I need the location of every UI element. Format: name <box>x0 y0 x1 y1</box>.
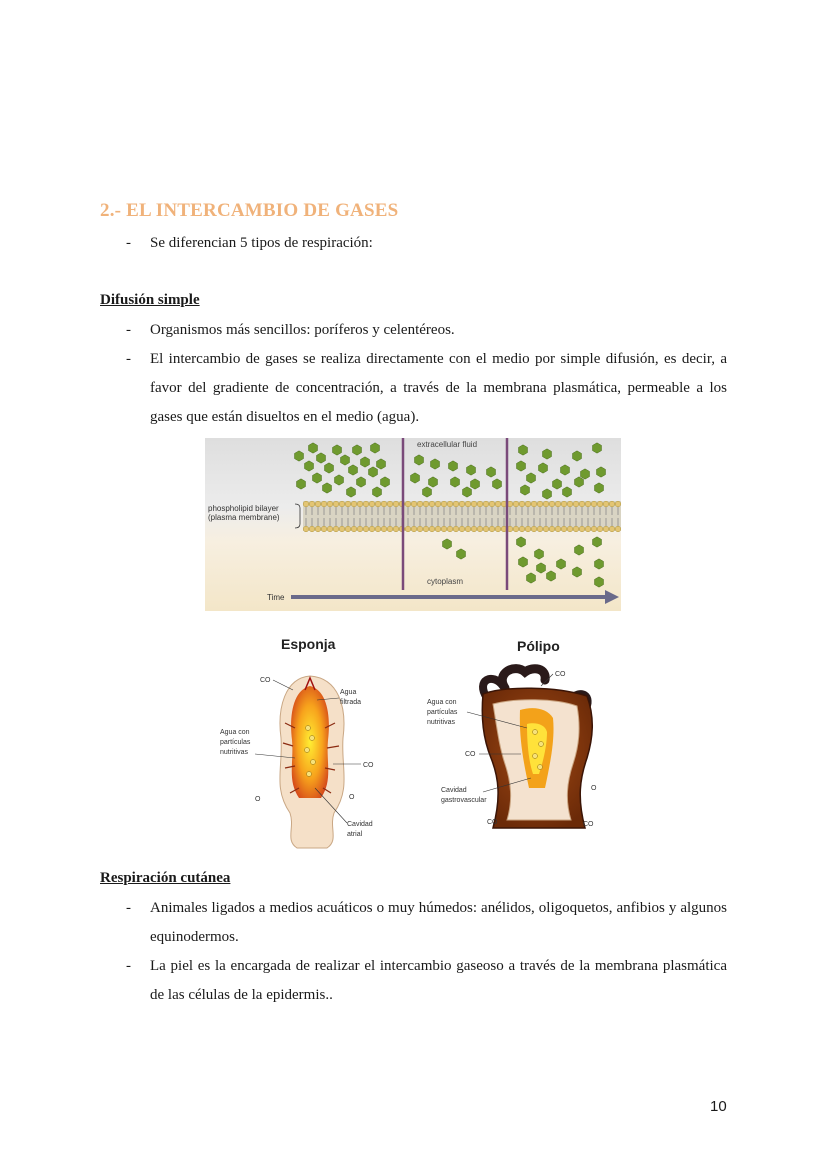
gas-molecule <box>573 451 582 461</box>
sponge-cavity-2: atrial <box>347 831 363 838</box>
gas-molecule <box>581 469 590 479</box>
polyp-water-particles-3: nutritivas <box>427 719 456 726</box>
gas-molecule <box>543 449 552 459</box>
gas-molecule <box>575 477 584 487</box>
gas-molecule <box>521 485 530 495</box>
sponge-o2-right: O <box>349 794 355 801</box>
sponge-water-particles-3: nutritivas <box>220 749 249 756</box>
gas-molecule <box>595 559 604 569</box>
gas-molecule <box>357 477 366 487</box>
bullet-dash: - <box>126 900 131 916</box>
polyp-title: Pólipo <box>517 638 560 654</box>
membrane-bilayer <box>303 501 621 532</box>
sponge-title: Esponja <box>281 636 336 652</box>
gas-molecule <box>347 487 356 497</box>
gas-molecule <box>539 463 548 473</box>
gas-molecule <box>575 545 584 555</box>
diffusion-diagram <box>205 438 621 611</box>
gas-molecule <box>333 445 342 455</box>
organisms-figure <box>215 628 615 860</box>
gas-molecule <box>309 443 318 453</box>
gas-molecule <box>411 473 420 483</box>
polyp-water-particles-2: partículas <box>427 709 458 716</box>
gas-molecule <box>517 537 526 547</box>
gas-molecule <box>537 563 546 573</box>
gas-molecule <box>361 457 370 467</box>
gas-molecule <box>553 479 562 489</box>
gas-molecule <box>415 455 424 465</box>
gas-molecule <box>377 459 386 469</box>
sponge-water-filtered-2: filtrada <box>340 699 362 706</box>
time-label: Time <box>267 593 285 602</box>
polyp-water-particles-1: Agua con <box>427 699 457 706</box>
polyp-cavity-2: gastrovascular <box>441 797 487 804</box>
cytoplasm-label: cytoplasm <box>427 577 464 586</box>
cutanea-heading: Respiración cutánea <box>100 870 231 886</box>
gas-molecule <box>595 577 604 587</box>
gas-molecule <box>305 461 314 471</box>
gas-molecule <box>543 489 552 499</box>
gas-molecule <box>463 487 472 497</box>
gas-molecule <box>431 459 440 469</box>
gas-molecule <box>557 559 566 569</box>
gas-molecule <box>457 549 466 559</box>
extracellular-label: extracellular fluid <box>417 440 478 449</box>
gas-molecule <box>467 465 476 475</box>
polyp-o2-right: O <box>591 785 597 792</box>
difusion-bullet-1: Organismos más sencillos: poríferos y celentéreos. <box>150 322 455 338</box>
bullet-dash: - <box>126 351 131 367</box>
polyp-co2-bottom-left: CO <box>487 819 498 826</box>
sponge-cavity-1: Cavidad <box>347 821 373 828</box>
gas-molecule <box>547 571 556 581</box>
gas-molecule <box>341 455 350 465</box>
difusion-bullet-2: El intercambio de gases se realiza directamente con el medio por simple difusión, es decir, a favor del gradiente de concentración, a través de la membrana plasmática, permeable a los gases que están disueltos en el medio (agua). <box>150 351 727 425</box>
bullet-dash: - <box>126 958 131 974</box>
gas-molecule <box>429 477 438 487</box>
gas-molecule <box>519 445 528 455</box>
section-title: 2.- EL INTERCAMBIO DE GASES <box>100 200 399 221</box>
sponge-co2-right: CO <box>363 762 374 769</box>
gas-molecule <box>535 549 544 559</box>
gas-molecule <box>527 473 536 483</box>
gas-molecule <box>563 487 572 497</box>
gas-molecule <box>335 475 344 485</box>
gas-molecule <box>325 463 334 473</box>
gas-molecule <box>527 573 536 583</box>
gas-molecule <box>449 461 458 471</box>
sponge-o2-left: O <box>255 796 261 803</box>
polyp-cavity-1: Cavidad <box>441 787 467 794</box>
gas-molecule <box>353 445 362 455</box>
cutanea-bullet-1: Animales ligados a medios acuáticos o muy húmedos: anélidos, oligoquetos, anfibios y algunos equinodermos. <box>150 900 727 945</box>
gas-molecule <box>323 483 332 493</box>
gas-molecule <box>373 487 382 497</box>
cutanea-bullet-2: La piel es la encargada de realizar el intercambio gaseoso a través de la membrana plasmática de las células de la epidermis.. <box>150 958 727 1003</box>
bullet-dash: - <box>126 235 131 251</box>
gas-molecule <box>443 539 452 549</box>
gas-molecule <box>517 461 526 471</box>
gas-molecule <box>595 483 604 493</box>
polyp-co2-top: CO <box>555 671 566 678</box>
membrane-label-1: phospholipid bilayer <box>208 504 279 513</box>
sponge-illustration <box>220 636 374 848</box>
gas-molecule <box>369 467 378 477</box>
bullet-dash: - <box>126 322 131 338</box>
gas-molecule <box>451 477 460 487</box>
difusion-heading: Difusión simple <box>100 292 200 308</box>
page-number: 10 <box>710 1098 727 1115</box>
gas-molecule <box>349 465 358 475</box>
gas-molecule <box>519 557 528 567</box>
sponge-co2-top: CO <box>260 677 271 684</box>
sponge-water-filtered-1: Agua <box>340 689 357 696</box>
polyp-co2-bottom-right: CO <box>583 821 594 828</box>
gas-molecule <box>471 479 480 489</box>
gas-molecule <box>561 465 570 475</box>
gas-molecule <box>593 537 602 547</box>
gas-molecule <box>381 477 390 487</box>
gas-molecule <box>487 467 496 477</box>
gas-molecule <box>597 467 606 477</box>
gas-molecule <box>295 451 304 461</box>
polyp-co2-left: CO <box>465 751 476 758</box>
intro-bullet-text: Se diferencian 5 tipos de respiración: <box>150 235 373 251</box>
gas-molecule <box>493 479 502 489</box>
gas-molecule <box>423 487 432 497</box>
gas-molecule <box>313 473 322 483</box>
gas-molecule <box>317 453 326 463</box>
sponge-water-particles-2: partículas <box>220 739 251 746</box>
gas-molecule <box>297 479 306 489</box>
polyp-illustration <box>427 638 597 828</box>
sponge-water-particles-1: Agua con <box>220 729 250 736</box>
membrane-label-2: (plasma membrane) <box>208 513 280 522</box>
gas-molecule <box>371 443 380 453</box>
gas-molecule <box>593 443 602 453</box>
gas-molecule <box>573 567 582 577</box>
